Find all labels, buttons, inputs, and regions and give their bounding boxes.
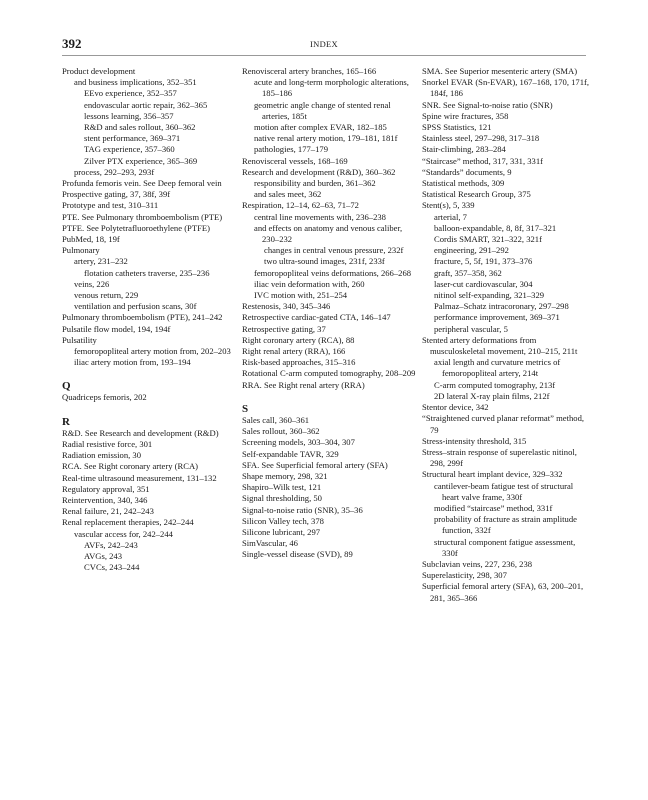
index-subentry: C-arm computed tomography, 213f [434,379,556,390]
index-entry: Stented artery deformations from musculoskeletal movement, 210–215, 211t [422,334,578,357]
index-entry: Pulmonary [62,245,100,256]
index-subentry: graft, 357–358, 362 [434,267,502,278]
index-entry: Radiation emission, 30 [62,450,142,461]
index-subentry: peripheral vascular, 5 [434,323,508,334]
index-entry: Statistical methods, 309 [422,178,505,189]
index-entry: Quadriceps femoris, 202 [62,392,147,403]
index-subentry: cantilever-beam fatigue test of structural heart valve frame, 330f [434,480,574,502]
index-column-3 [422,66,592,604]
index-entry: RCA. See Right coronary artery (RCA) [62,461,199,472]
index-subentry: fracture, 5, 5f, 191, 373–376 [434,256,533,267]
index-entry: Prototype and test, 310–311 [62,200,159,211]
index-entry: Research and development (R&D), 360–362 [242,166,396,177]
index-entry: Retrospective gating, 37 [242,323,326,334]
index-entry: Radial resistive force, 301 [62,438,153,449]
index-entry: Rotational C-arm computed tomography, 208–209 [242,368,416,379]
index-subentry: iliac vein deformation with, 260 [254,278,365,289]
index-entry: Spine wire fractures, 358 [422,110,509,121]
index-entry: PTE. See Pulmonary thromboembolism (PTE) [62,211,223,222]
index-entry: Subclavian veins, 227, 236, 238 [422,558,533,569]
index-subentry: native renal artery motion, 179–181, 181f [254,133,398,144]
index-entry: Shapiro–Wilk test, 121 [242,482,322,493]
index-subentry: CVCs, 243–244 [84,562,140,573]
index-entry: PubMed, 18, 19f [62,234,120,245]
index-subentry: process, 292–293, 293f [74,166,155,177]
index-column-2 [242,66,418,561]
index-entry: Sales call, 360–361 [242,414,310,425]
index-entry: Renal replacement therapies, 242–244 [62,517,194,528]
index-entry: Renovisceral artery branches, 165–166 [242,66,377,76]
index-subentry: TAG experience, 357–360 [84,144,175,155]
section-gap [62,404,234,416]
index-subentry: performance improvement, 369–371 [434,312,560,323]
index-entry: Right renal artery (RRA), 166 [242,346,346,357]
index-subentry: EEvo experience, 352–357 [84,88,177,99]
index-entry: Renovisceral vessels, 168–169 [242,155,348,166]
index-entry: SFA. See Superficial femoral artery (SFA) [242,459,388,470]
index-subentry: Zilver PTX experience, 365–369 [84,155,198,166]
page-header [62,36,586,54]
index-column-1 [62,66,234,573]
index-subentry: motion after complex EVAR, 182–185 [254,122,387,133]
section-gap [242,391,418,403]
index-subentry: structural component fatigue assessment, 330f [434,536,576,558]
index-entry: Right coronary artery (RCA), 88 [242,334,355,345]
index-subentry: 2D lateral X-ray plain films, 212f [434,390,550,401]
index-subentry: IVC motion with, 251–254 [254,290,348,301]
running-title: INDEX [310,39,338,49]
index-entry: Snorkel EVAR (Sn-EVAR), 167–168, 170, 171f, 184f, 186 [422,77,590,99]
index-subentry: Cordis SMART, 321–322, 321f [434,234,542,245]
index-entry: Silicone lubricant, 297 [242,526,321,537]
index-entry: Prospective gating, 37, 38f, 39f [62,189,171,200]
index-subentry: axial length and curvature metrics of femoropopliteal artery, 214t [434,357,561,379]
index-entry: RRA. See Right renal artery (RRA) [242,379,365,390]
index-entry: Profunda femoris vein. See Deep femoral vein [62,178,222,189]
index-subentry: central line movements with, 236–238 [254,211,386,222]
section-letter: Q [62,380,71,393]
section-letter: R [62,415,70,428]
index-subentry: balloon-expandable, 8, 8f, 317–321 [434,222,557,233]
index-subentry: AVGs, 243 [84,550,123,561]
index-entry: Silicon Valley tech, 378 [242,515,324,526]
index-entry: “Standards” documents, 9 [422,166,512,177]
index-subentry: femoropopliteal veins deformations, 266–268 [254,267,412,278]
index-entry: Renal failure, 21, 242–243 [62,506,154,517]
index-subentry: responsibility and burden, 361–362 [254,178,376,189]
index-entry: Shape memory, 298, 321 [242,470,328,481]
index-entry: Signal-to-noise ratio (SNR), 35–36 [242,504,363,515]
index-subentry: lessons learning, 356–357 [84,110,174,121]
index-entry: Structural heart implant device, 329–332 [422,469,563,480]
header-rule [62,55,586,56]
index-entry: Stent(s), 5, 339 [422,200,475,211]
index-entry: Signal thresholding, 50 [242,493,322,504]
index-entry: Screening models, 303–304, 307 [242,437,355,448]
index-subentry: flotation catheters traverse, 235–236 [84,267,210,278]
index-subentry: vascular access for, 242–244 [74,528,173,539]
index-subentry: venous return, 229 [74,290,139,301]
index-entry: PTFE. See Polytetrafluoroethylene (PTFE) [62,222,210,233]
page-number: 392 [62,36,82,51]
index-entry: Regulatory approval, 351 [62,483,150,494]
index-entry: Superelasticity, 298, 307 [422,570,507,581]
index-entry: Respiration, 12–14, 62–63, 71–72 [242,200,359,211]
index-entry: “Staircase” method, 317, 331, 331f [422,155,543,166]
index-entry: “Straightened curved planar reformat” method, 79 [422,413,585,435]
index-subentry: probability of fracture as strain amplitude function, 332f [434,514,577,536]
index-entry: Stress-intensity threshold, 315 [422,435,527,446]
index-subentry: femoropopliteal artery motion from, 202–203 [74,346,231,357]
index-entry: Risk-based approaches, 315–316 [242,357,356,368]
index-entry: R&D. See Research and development (R&D) [62,427,219,438]
index-subentry: ventilation and perfusion scans, 30f [74,301,197,312]
index-subentry: iliac artery motion from, 193–194 [74,357,191,368]
index-subentry: modified “staircase” method, 331f [434,502,553,513]
index-subentry: and business implications, 352–351 [74,77,197,88]
index-entry: Real-time ultrasound measurement, 131–132 [62,472,217,483]
index-subentry: pathologies, 177–179 [254,144,328,155]
index-entry: Pulmonary thromboembolism (PTE), 241–242 [62,312,223,323]
index-entry: Stainless steel, 297–298, 317–318 [422,133,540,144]
index-subentry: laser-cut cardiovascular, 304 [434,278,533,289]
index-subentry: and effects on anatomy and venous caliber, 230–232 [254,222,403,245]
index-entry: SPSS Statistics, 121 [422,122,492,133]
index-entry: Stress–strain response of superelastic nitinol, 298, 299f [422,446,577,469]
index-subentry: changes in central venous pressure, 232f [264,245,404,256]
index-subentry: AVFs, 242–243 [84,539,138,550]
index-subentry: veins, 226 [74,278,110,289]
index-entry: Pulsatile flow model, 194, 194f [62,323,171,334]
index-subentry: geometric angle change of stented renal arteries, 185t [254,99,391,121]
index-entry: Stentor device, 342 [422,402,489,413]
index-entry: Stair-climbing, 283–284 [422,144,506,155]
index-entry: Single-vessel disease (SVD), 89 [242,549,353,560]
index-subentry: and sales meet, 362 [254,189,322,200]
index-entry: Statistical Research Group, 375 [422,189,531,200]
index-subentry: two ultra-sound images, 231f, 233f [264,256,385,267]
index-entry: Retrospective cardiac-gated CTA, 146–147 [242,312,391,323]
index-subentry: Palmaz–Schatz intracoronary, 297–298 [434,301,569,312]
section-letter: S [242,402,249,415]
index-entry: Reintervention, 340, 346 [62,494,148,505]
index-subentry: artery, 231–232 [74,256,128,267]
index-subentry: engineering, 291–292 [434,245,509,256]
index-entry: Superficial femoral artery (SFA), 63, 200–201, 281, 365–366 [422,581,584,603]
index-entry: Pulsatility [62,334,97,345]
index-entry: SNR. See Signal-to-noise ratio (SNR) [422,99,553,110]
index-subentry: stent performance, 369–371 [84,133,181,144]
index-subentry: endovascular aortic repair, 362–365 [84,99,208,110]
index-subentry: arterial, 7 [434,211,467,222]
index-entry: Product development [62,66,136,76]
index-entry: Restenosis, 340, 345–346 [242,301,331,312]
index-subentry: R&D and sales rollout, 360–362 [84,122,196,133]
section-gap [62,368,234,380]
index-entry: Sales rollout, 360–362 [242,426,320,437]
index-entry: SimVascular, 46 [242,538,298,549]
index-subentry: acute and long-term morphologic alterations, 185–186 [254,77,409,99]
index-entry: Self-expandable TAVR, 329 [242,448,339,459]
index-subentry: nitinol self-expanding, 321–329 [434,290,545,301]
index-entry: SMA. See Superior mesenteric artery (SMA) [422,66,578,76]
